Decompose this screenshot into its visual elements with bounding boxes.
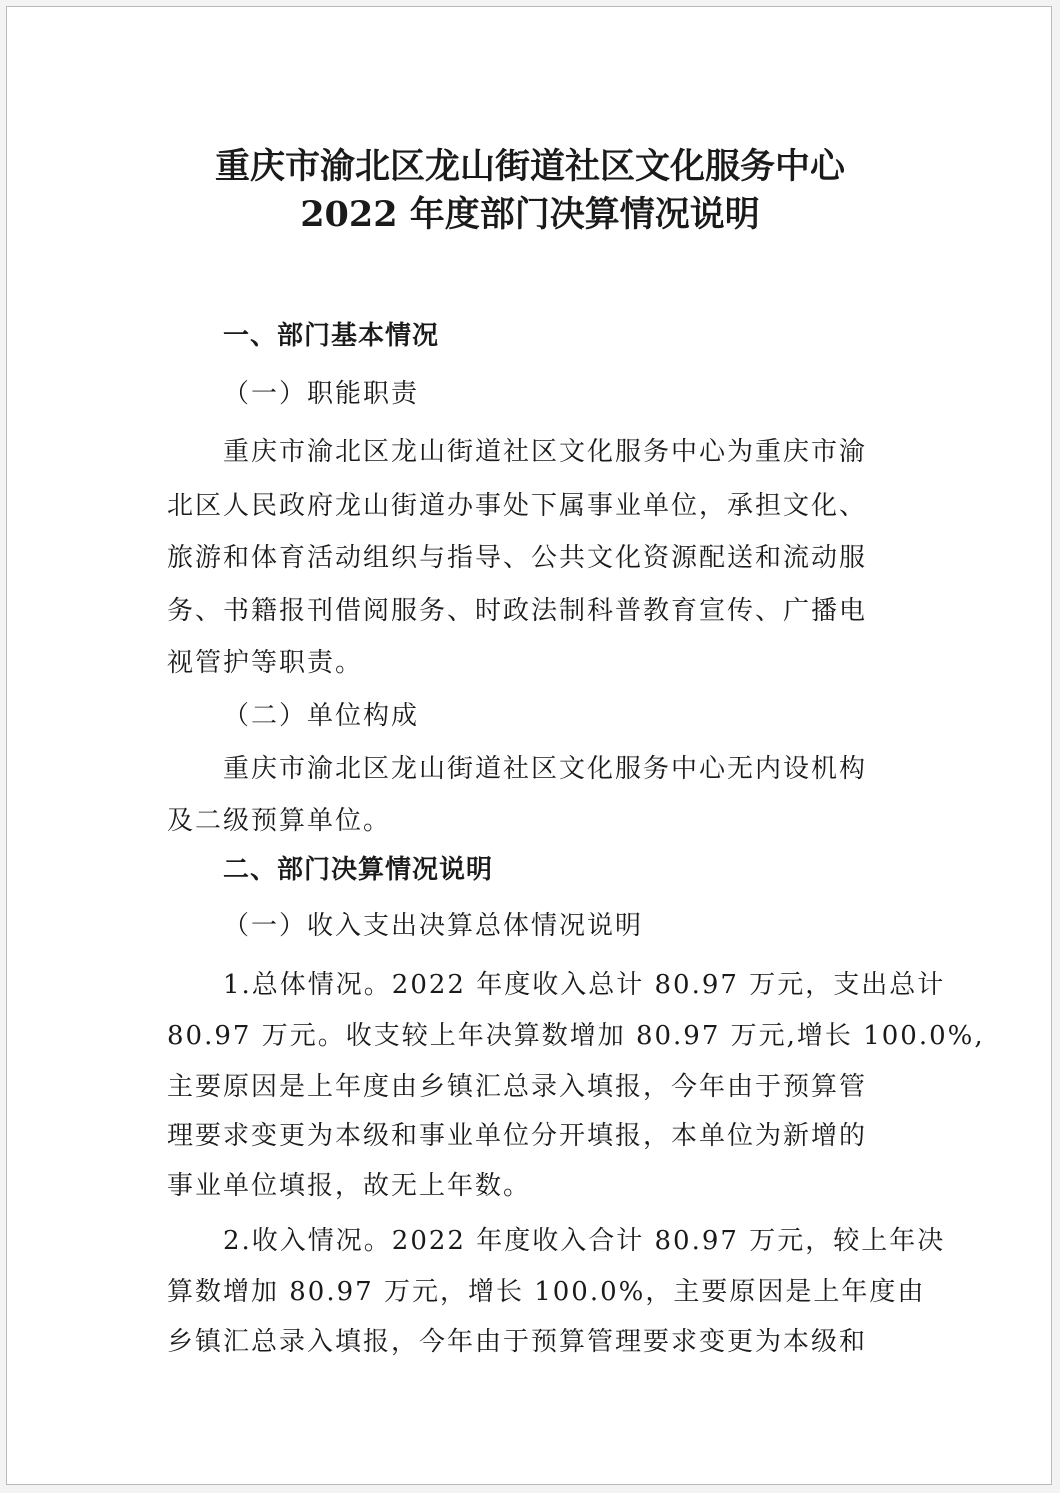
document-title-line-1: 重庆市渝北区龙山街道社区文化服务中心: [214, 146, 845, 187]
paragraph-3-line: 事业单位填报，故无上年数。: [167, 1171, 532, 1201]
document-title-line-2: 2022 年度部门决算情况说明: [300, 194, 760, 235]
paragraph-3-line: 1.总体情况。2022 年度收入总计 80.97 万元，支出总计: [223, 970, 946, 1000]
section-1-heading: 一、部门基本情况: [223, 321, 440, 351]
section-2-heading: 二、部门决算情况说明: [223, 855, 494, 885]
paragraph-3-line: 主要原因是上年度由乡镇汇总录入填报，今年由于预算管: [167, 1072, 868, 1102]
paragraph-1-line: 重庆市渝北区龙山街道社区文化服务中心为重庆市渝: [223, 437, 868, 467]
document-page: [6, 6, 1052, 1485]
section-2-subheading-1: （一）收入支出决算总体情况说明: [223, 911, 644, 941]
paragraph-1-line: 视管护等职责。: [167, 648, 364, 678]
paragraph-1-line: 务、书籍报刊借阅服务、时政法制科普教育宣传、广播电: [167, 596, 868, 626]
paragraph-3-line: 理要求变更为本级和事业单位分开填报，本单位为新增的: [167, 1121, 868, 1151]
section-1-subheading-2: （二）单位构成: [223, 701, 420, 731]
paragraph-3-line: 80.97 万元。收支较上年决算数增加 80.97 万元,增长 100.0%,: [167, 1021, 985, 1051]
paragraph-1-line: 北区人民政府龙山街道办事处下属事业单位，承担文化、: [167, 491, 868, 521]
paragraph-4-line: 2.收入情况。2022 年度收入合计 80.97 万元，较上年决: [223, 1226, 946, 1256]
section-1-subheading-1: （一）职能职责: [223, 379, 420, 409]
paragraph-1-line: 旅游和体育活动组织与指导、公共文化资源配送和流动服: [167, 543, 868, 573]
paragraph-4-line: 乡镇汇总录入填报，今年由于预算管理要求变更为本级和: [167, 1327, 868, 1357]
paragraph-2-line: 重庆市渝北区龙山街道社区文化服务中心无内设机构: [223, 754, 868, 784]
paragraph-2-line: 及二级预算单位。: [167, 806, 392, 836]
paragraph-4-line: 算数增加 80.97 万元，增长 100.0%，主要原因是上年度由: [167, 1277, 926, 1307]
